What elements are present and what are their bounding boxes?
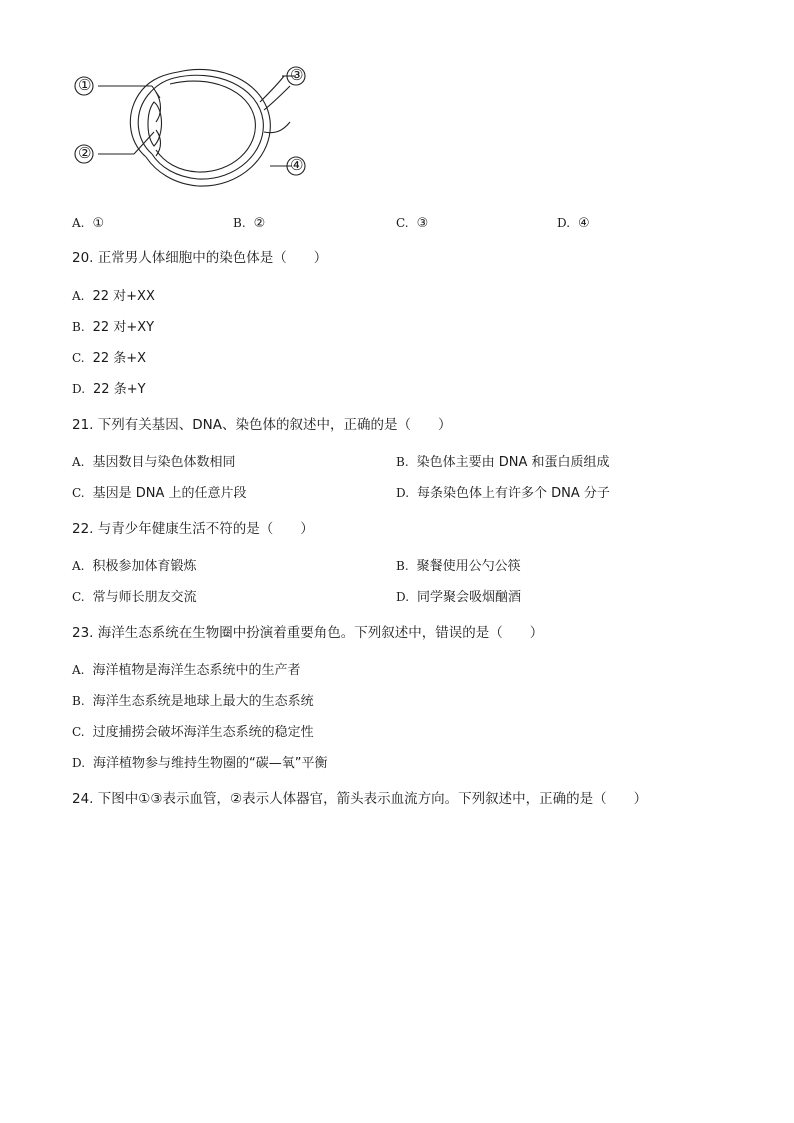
option-letter: D.: [396, 486, 410, 500]
option-text: 海洋生态系统是地球上最大的生态系统: [92, 694, 314, 709]
q24-stem: 24. 下图中①③表示血管，②表示人体器官，箭头表示血流方向。下列叙述中，正确的是（ ）: [72, 791, 648, 807]
q23-stem: 23. 海洋生态系统在生物圈中扮演着重要角色。下列叙述中，错误的是（ ）: [72, 625, 544, 641]
option-letter: C.: [396, 216, 409, 230]
figure-label-3: ③: [290, 66, 304, 84]
option-letter: B.: [396, 455, 409, 469]
q20-stem: 20. 正常男人体细胞中的染色体是（ ）: [72, 250, 328, 266]
option-letter: C.: [72, 351, 85, 365]
option-text: 22 条+X: [92, 351, 147, 366]
q23-option-a[interactable]: [72, 661, 301, 680]
option-letter: B.: [396, 559, 409, 573]
option-text: 同学聚会吸烟酗酒: [417, 590, 522, 605]
q21-option-c[interactable]: [72, 484, 246, 503]
option-letter: C.: [72, 590, 85, 604]
option-text: 22 对+XX: [92, 289, 155, 304]
option-letter: B.: [72, 320, 85, 334]
option-text: 海洋植物是海洋生态系统中的生产者: [92, 663, 301, 678]
option-text: 基因是 DNA 上的任意片段: [92, 486, 247, 501]
eye-diagram: [70, 62, 310, 192]
q22-option-d[interactable]: [396, 588, 521, 607]
q20-option-c[interactable]: [72, 349, 146, 368]
q22-option-c[interactable]: [72, 588, 197, 607]
q21-option-d[interactable]: [396, 484, 610, 503]
option-text: 海洋植物参与维持生物圈的“碳—氧”平衡: [93, 756, 328, 771]
option-text: 过度捕捞会破坏海洋生态系统的稳定性: [92, 725, 314, 740]
q21-option-b[interactable]: [396, 453, 610, 472]
option-text: 染色体主要由 DNA 和蛋白质组成: [416, 455, 610, 470]
q23-option-c[interactable]: [72, 723, 314, 742]
q22-option-b[interactable]: [396, 557, 521, 576]
option-text: ④: [578, 216, 590, 231]
q23-option-d[interactable]: [72, 754, 328, 773]
q23-option-b[interactable]: [72, 692, 314, 711]
option-text: 积极参加体育锻炼: [92, 559, 197, 574]
option-text: 每条染色体上有许多个 DNA 分子: [417, 486, 610, 501]
option-letter: A.: [72, 216, 85, 230]
figure-label-4: ④: [290, 156, 304, 174]
option-text: 聚餐使用公勺公筷: [416, 559, 521, 574]
q22-option-a[interactable]: [72, 557, 197, 576]
option-letter: A.: [72, 559, 85, 573]
q20-option-b[interactable]: [72, 318, 154, 337]
q19-option-a[interactable]: [72, 214, 104, 233]
option-text: 22 对+XY: [92, 320, 155, 335]
q19-option-d[interactable]: [557, 214, 590, 233]
option-letter: A.: [72, 289, 85, 303]
figure-label-1: ①: [78, 76, 92, 94]
q20-option-a[interactable]: [72, 287, 155, 306]
option-letter: C.: [72, 725, 85, 739]
q21-option-a[interactable]: [72, 453, 236, 472]
option-letter: D.: [72, 756, 86, 770]
q20-option-d[interactable]: [72, 380, 146, 399]
option-letter: D.: [72, 382, 86, 396]
figure-label-2: ②: [78, 144, 92, 162]
option-text: ③: [416, 216, 429, 231]
q22-stem: 22. 与青少年健康生活不符的是（ ）: [72, 521, 314, 537]
option-letter: B.: [72, 694, 85, 708]
option-letter: C.: [72, 486, 85, 500]
option-letter: A.: [72, 663, 85, 677]
option-text: ①: [92, 216, 105, 231]
option-text: ②: [253, 216, 266, 231]
option-letter: D.: [396, 590, 410, 604]
option-letter: B.: [233, 216, 246, 230]
option-letter: A.: [72, 455, 85, 469]
q19-option-c[interactable]: [396, 214, 428, 233]
option-text: 基因数目与染色体数相同: [92, 455, 236, 470]
option-text: 22 条+Y: [93, 382, 146, 397]
q19-option-b[interactable]: [233, 214, 265, 233]
option-letter: D.: [557, 216, 571, 230]
option-text: 常与师长朋友交流: [92, 590, 197, 605]
q21-stem: 21. 下列有关基因、DNA、染色体的叙述中，正确的是（ ）: [72, 417, 452, 433]
